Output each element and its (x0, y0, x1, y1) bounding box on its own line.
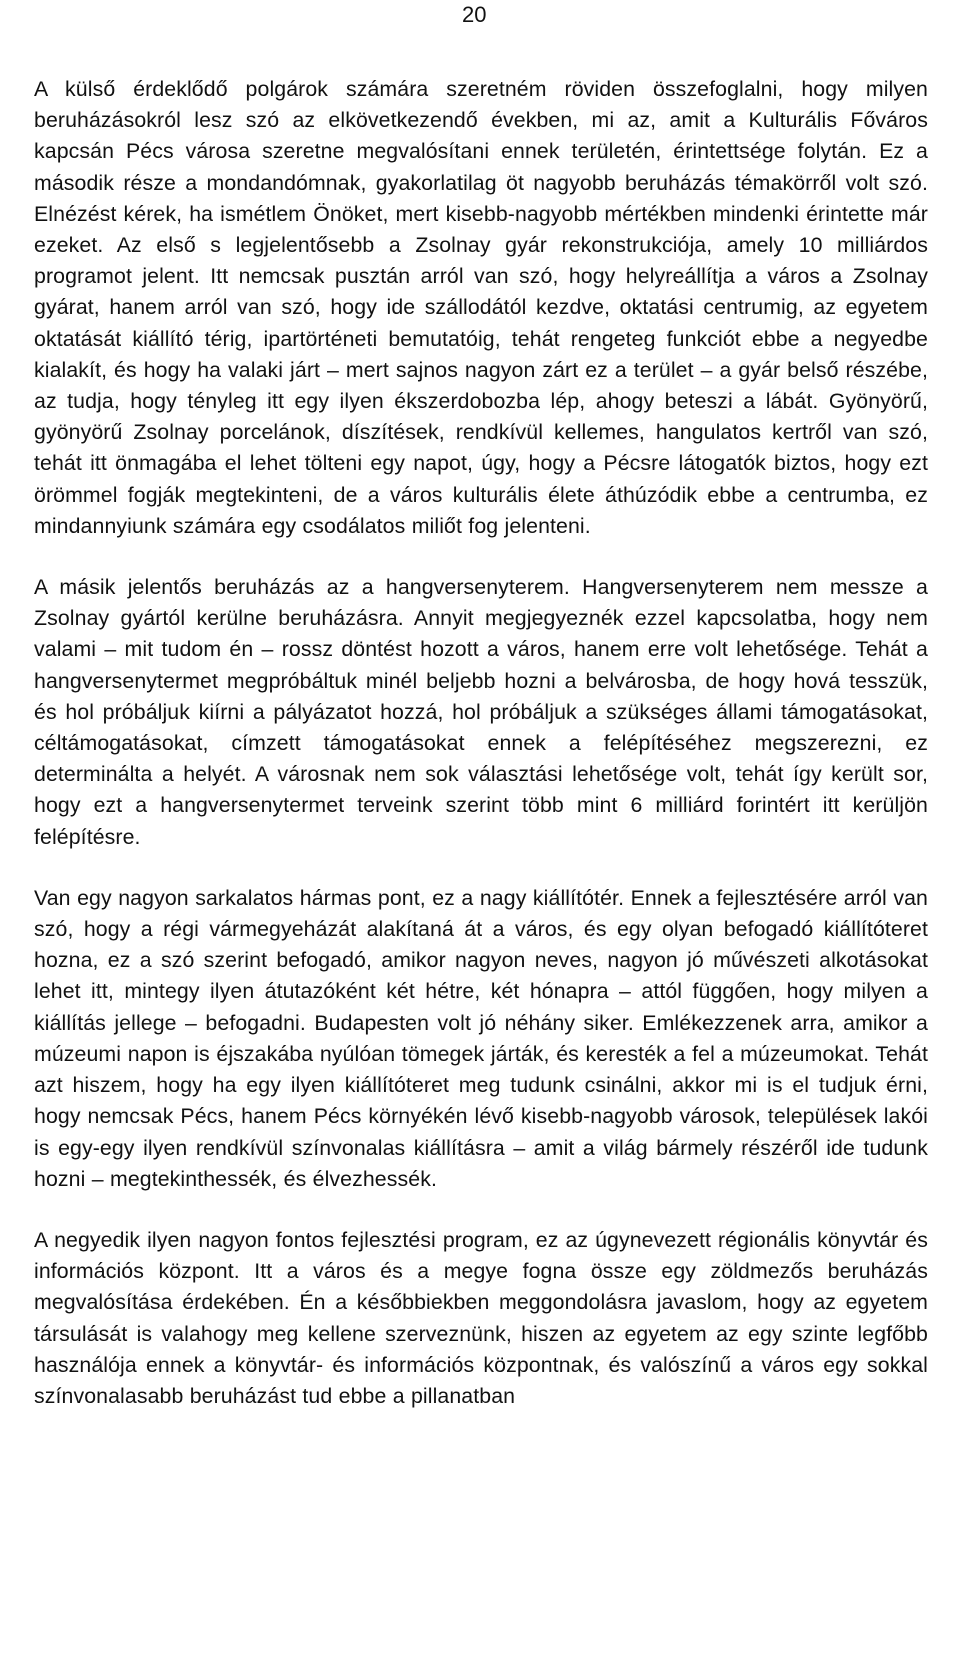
paragraph-zsolnay: A külső érdeklődő polgárok számára szeretném röviden összefoglalni, hogy milyen beruházásokról lesz szó az elkövetkezendő években, mi az, amit a Kulturális Főváros kapcsán Pécs városa szeretne megvalósítani ennek területén, érintettsége folytán. Ez a második része a mondandómnak, gyakorlatilag öt nagyobb beruházás témakörről volt szó. Elnézést kérek, ha ismétlem Önöket, mert kisebb-nagyobb mértékben mindenki érintette már ezeket. Az első s legjelentősebb a Zsolnay gyár rekonstrukciója, amely 10 milliárdos programot jelent. Itt nemcsak pusztán arról van szó, hogy helyreállítja a város a Zsolnay gyárat, hanem arról van szó, hogy ide szállodától kezdve, oktatási centrumig, az egyetem oktatását kiállító térig, ipartörténeti bemutatóig, tehát rengeteg funkciót ebbe a negyedbe kialakít, és hogy ha valaki járt – mert sajnos nagyon zárt ez a terület – a gyár belső részébe, az tudja, hogy tényleg itt egy ilyen ékszerdobozba lép, ahogy beteszi a lábát. Gyönyörű, gyönyörű Zsolnay porcelánok, díszítések, rendkívül kellemes, hangulatos kertről van szó, tehát itt önmagába el lehet tölteni egy napot, úgy, hogy a Pécsre látogatók biztos, hogy ezt örömmel fogják megtekinteni, de a város kulturális élete áthúzódik ebbe a centrumba, ez mindannyiunk számára egy csodálatos miliőt fog jelenteni. (34, 77, 928, 538)
paragraph-library: A negyedik ilyen nagyon fontos fejlesztési program, ez az úgynevezett régionális könyvtár és információs központ. Itt a város és a megye fogna össze egy zöldmezős beruházás megvalósítása érdekében. Én a későbbiekben meggondolásra javaslom, hogy az egyetem társulását is valahogy meg kellene szerveznünk, hiszen az egyetem az egy szinte legfőbb használója ennek a könyvtár- és információs központnak, és valószínű a város egy sokkal színvonalasabb beruházást tud ebbe a pillanatban (34, 1227, 928, 1408)
page-number: 20 (462, 2, 487, 27)
paragraph-concert-hall: A másik jelentős beruházás az a hangversenyterem. Hangversenyterem nem messze a Zsolnay gyártól kerülne beruházásra. Annyit megjegyeznék ezzel kapcsolatba, hogy nem valami – mit tudom én – rossz döntést hozott a város, hanem erre volt lehetősége. Tehát a hangversenytermet megpróbáltuk minél beljebb hozni a belvárosba, de hogy hová tesszük, és hol próbáljuk kiírni a pályázatot hozzá, hol próbáljuk a szükséges állami támogatásokat, céltámogatásokat, címzett támogatásokat ennek a felépítéséhez megszerezni, ez determinálta a helyét. A városnak nem sok választási lehetősége volt, tehát így került sor, hogy ezt a hangversenytermet terveink szerint több mint 6 milliárd forintért itt kerüljön felépítésre. (34, 575, 928, 849)
paragraph-exhibition-space: Van egy nagyon sarkalatos hármas pont, ez a nagy kiállítótér. Ennek a fejlesztésére arról van szó, hogy a régi vármegyeházát alakítaná át a város, és egy olyan befogadó kiállítóteret hozna, ez a szó szerint befogadó, amikor nagyon neves, nagyon jó művészeti alkotásokat lehet itt, mintegy ilyen átutazóként két hétre, két hónapra – attól függően, hogy milyen a kiállítás jellege – befogadni. Budapesten volt jó néhány siker. Emlékezzenek arra, amikor a múzeumi napon is éjszakába nyúlóan tömegek járták, és keresték a fel a múzeumokat. Tehát azt hiszem, hogy ha egy ilyen kiállítóteret meg tudunk csinálni, akkor mi is el tudjuk érni, hogy nemcsak Pécs, hanem Pécs környékén lévő kisebb-nagyobb városok, települések lakói is egy-egy ilyen rendkívül színvonalas kiállításra – amit a világ bármely részéről ide tudunk hozni – megtekinthessék, és élvezhessék. (34, 885, 928, 1191)
document-body (34, 74, 928, 1442)
